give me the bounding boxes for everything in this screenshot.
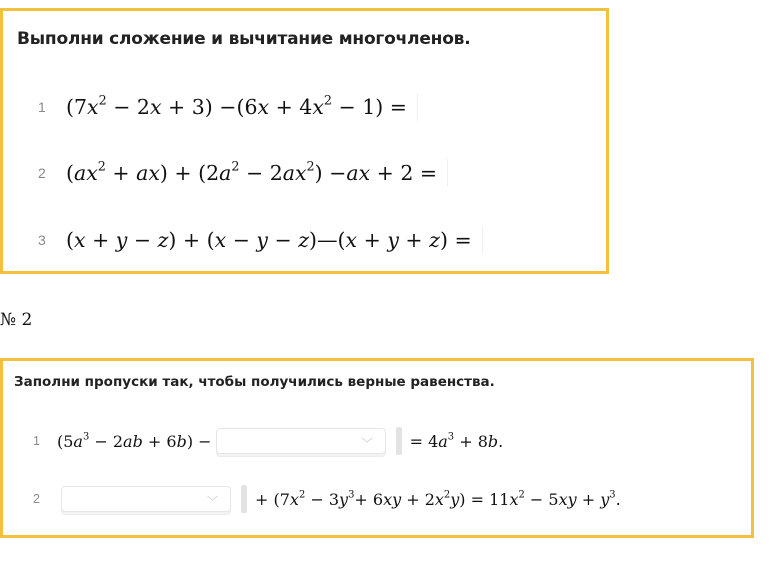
answer-area[interactable] xyxy=(441,159,448,187)
equation-row-2 xyxy=(38,159,448,187)
task-title: Выполни сложение и вычитание многочленов. xyxy=(17,29,471,49)
equation: (x + y − z) + (x − y − z)—(x + y + z) = xyxy=(66,228,472,252)
chevron-down-icon: ﹀ xyxy=(207,495,218,508)
equation: $(7x^2 - 2x + 3) -(6x + 4x^2 - 1)$ = xyxy=(66,92,407,119)
row-number: 1 xyxy=(33,434,40,448)
task-card-1 xyxy=(0,8,609,274)
row-number: 3 xyxy=(38,232,46,248)
row-number: 2 xyxy=(33,492,40,506)
task-title: Заполни пропуски так, чтобы получились верные равенства. xyxy=(14,374,495,390)
row-number: 2 xyxy=(38,165,46,181)
equation-right: = $4a^3 + 8b$. xyxy=(409,431,504,451)
answer-select[interactable] xyxy=(216,428,386,454)
equation-left: $(5a^3 - 2ab + 6b)$ − xyxy=(57,431,212,451)
equation-row-1 xyxy=(38,93,418,121)
answer-area[interactable] xyxy=(476,226,483,254)
task-card-2 xyxy=(0,358,754,538)
answer-select[interactable] xyxy=(61,486,231,512)
equation-row-3 xyxy=(38,226,483,254)
equation: $(ax^2 + ax) + (2a^2 - 2ax^2) -ax + 2$ = xyxy=(66,158,438,185)
equation-row-2 xyxy=(33,485,621,513)
equation-row-1 xyxy=(33,427,503,455)
chevron-down-icon: ﹀ xyxy=(361,437,373,450)
drag-handle[interactable] xyxy=(396,427,402,455)
row-number: 1 xyxy=(38,99,46,115)
equation-right: + $(7x^2 - 3y^3+ 6xy + 2x^2y) = 11x^2 - 5xy + y^3$. xyxy=(255,489,621,509)
section-label: № 2 xyxy=(0,310,33,330)
answer-area[interactable] xyxy=(411,93,418,121)
drag-handle[interactable] xyxy=(241,485,247,513)
